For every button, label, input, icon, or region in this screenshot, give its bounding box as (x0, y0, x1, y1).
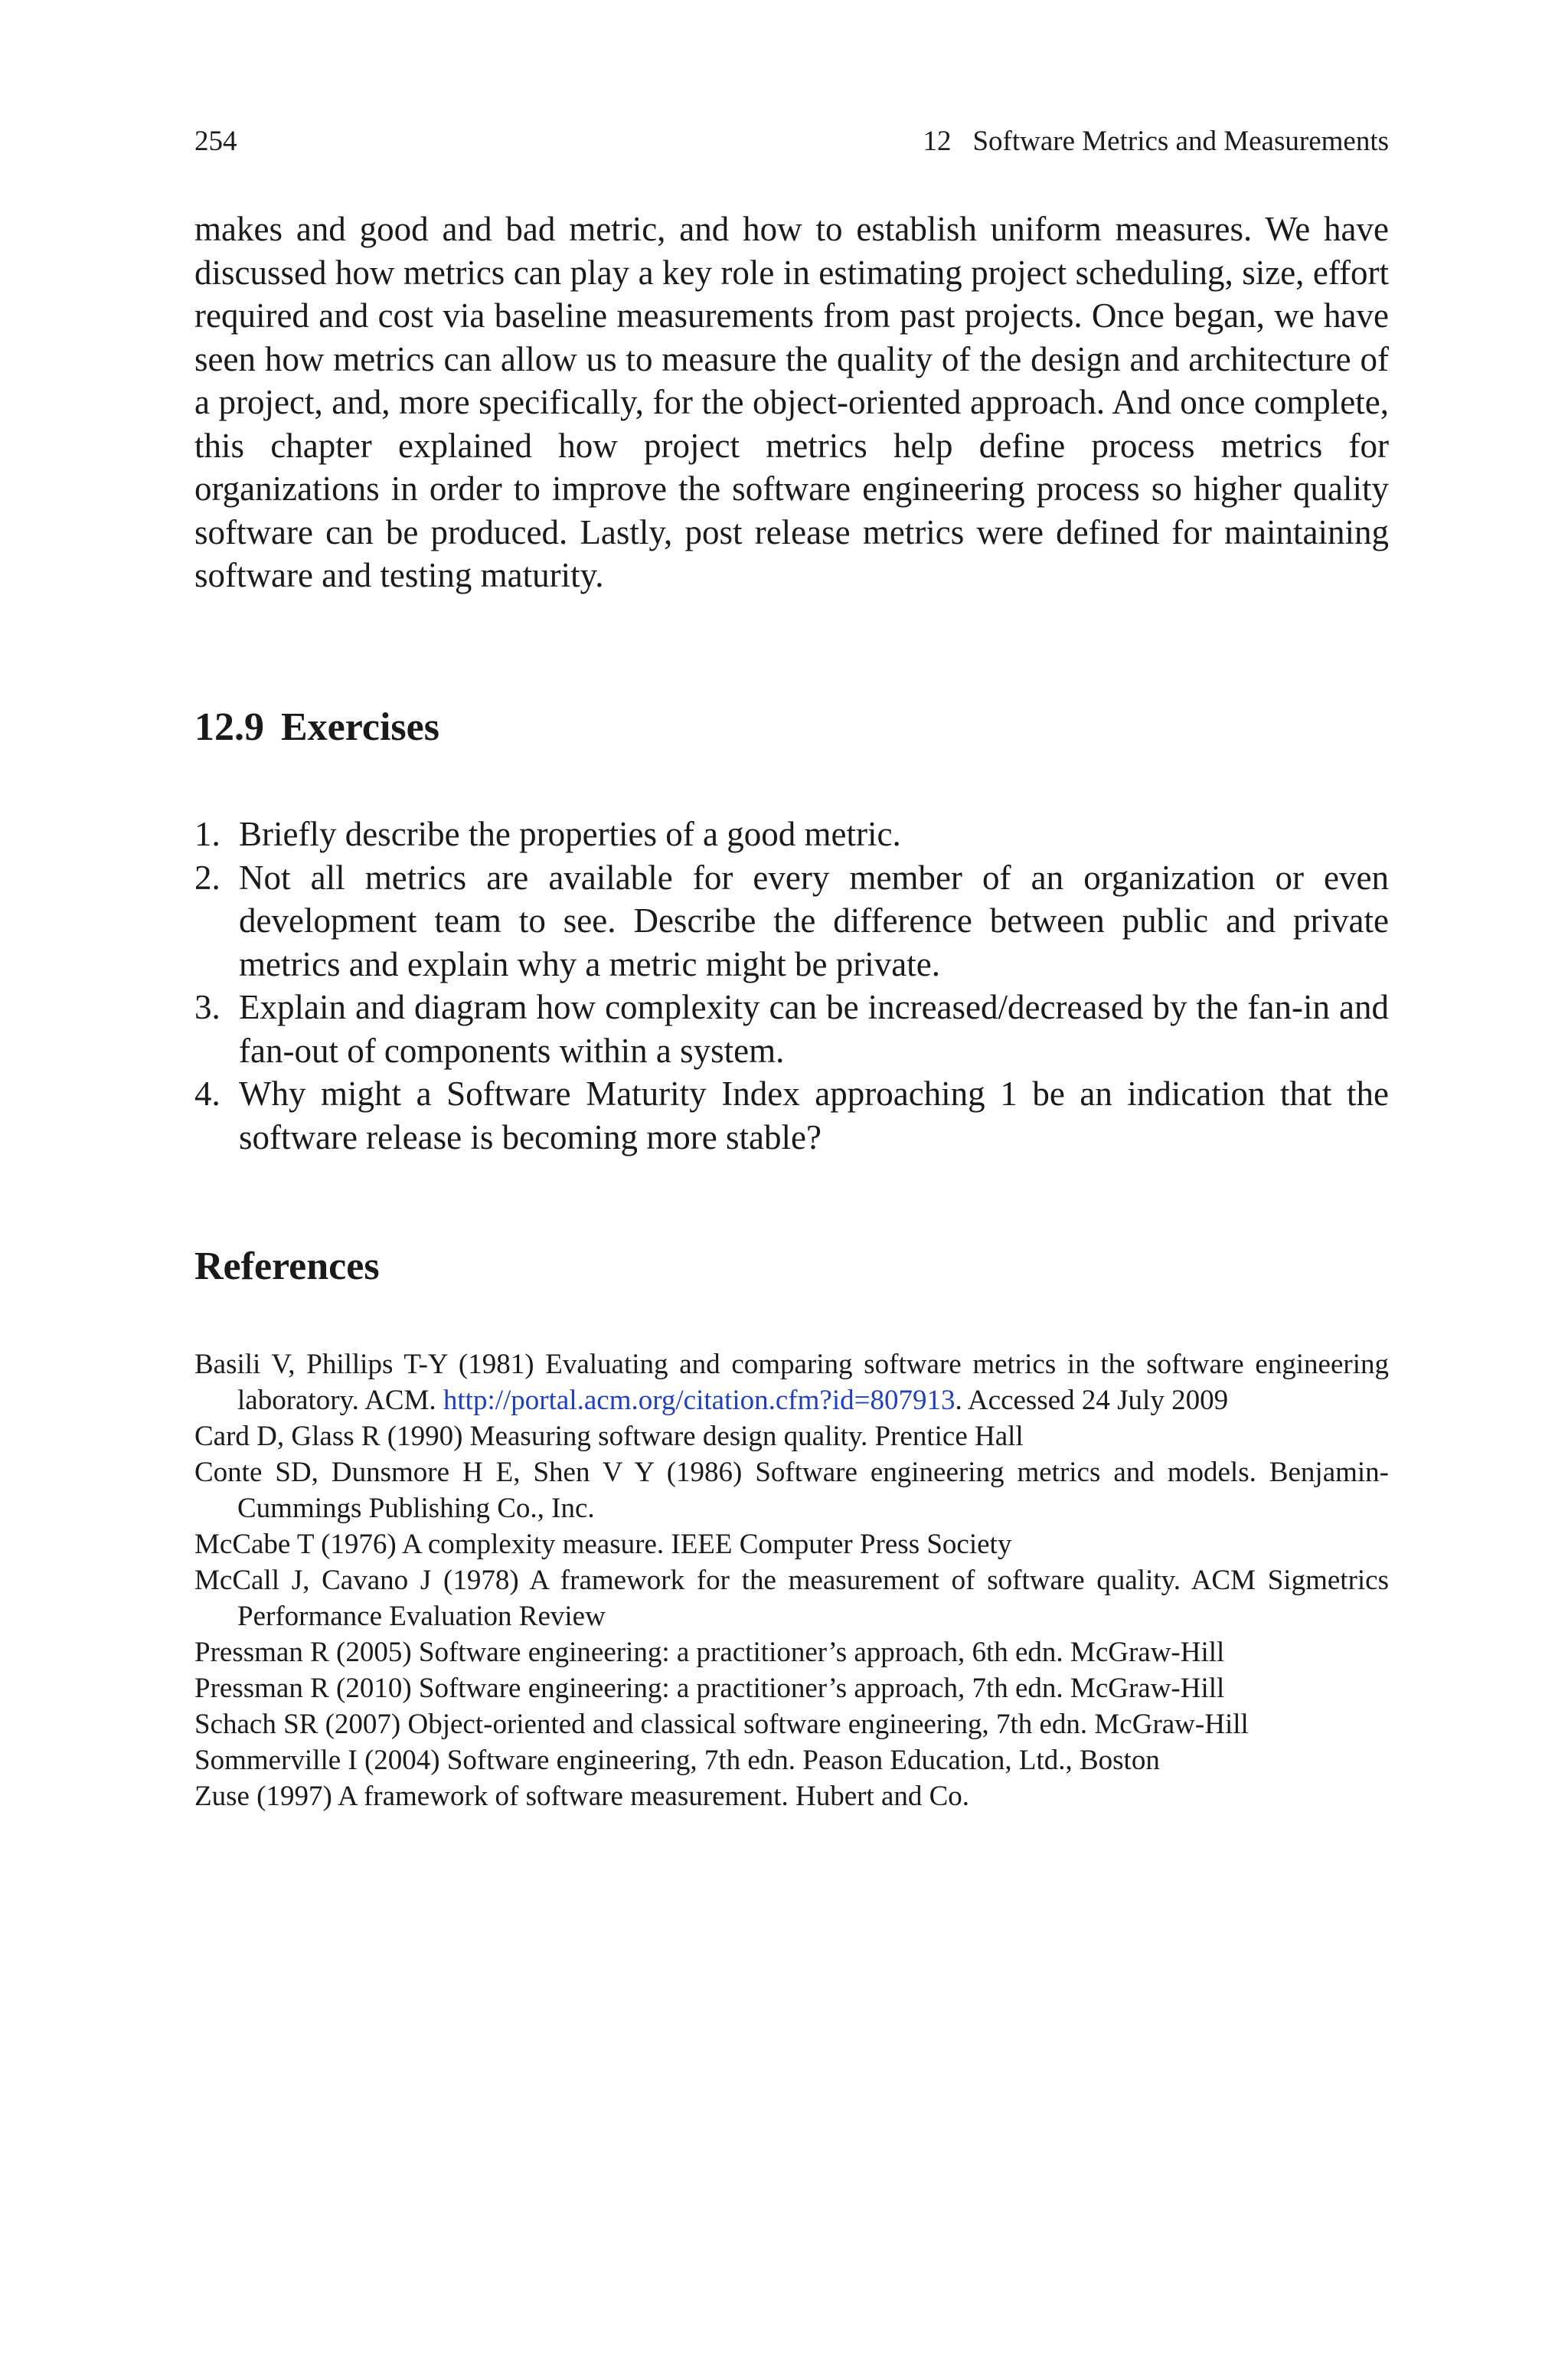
exercise-item (194, 986, 1389, 1072)
exercise-item (194, 856, 1389, 986)
intro-paragraph: makes and good and bad metric, and how to establish uniform measures. We have discussed how metrics can play a key role in estimating project scheduling, size, effort required and cost via baseline measurements from past projects. Once began, we have seen how metrics can allow us to measure the quality of the design and architecture of a project, and, more specifically, for the object-oriented approach. And once complete, this chapter explained how project metrics help define process metrics for organizations in order to improve the software engineering process so higher quality software can be produced. Lastly, post release metrics were defined for maintaining software and testing maturity. (194, 210, 1389, 594)
exercise-text: Why might a Software Maturity Index approaching 1 be an indication that the software release is becoming more stable? (239, 1075, 1389, 1156)
exercise-text: Not all metrics are available for every member of an organization or even development team to see. Describe the difference between public and private metrics and explain why a metric might be private. (239, 858, 1389, 983)
exercise-item (194, 1072, 1389, 1159)
reference-text: Pressman R (2005) Software engineering: a practitioner’s approach, 6th edn. McGraw-Hill (194, 1637, 1225, 1668)
exercise-number: 2. (194, 858, 220, 897)
reference-text: Zuse (1997) A framework of software measurement. Hubert and Co. (194, 1781, 970, 1812)
exercise-list (194, 813, 1389, 1159)
reference-text: Conte SD, Dunsmore H E, Shen V Y (1986) Software engineering metrics and models. Benjamin-Cummings Publishing Co., Inc. (194, 1457, 1389, 1524)
reference-text-tail: . Accessed 24 July 2009 (955, 1385, 1229, 1416)
reference-link[interactable]: http://portal.acm.org/citation.cfm?id=807913 (443, 1385, 956, 1416)
reference-item (194, 1562, 1389, 1634)
exercises-heading (194, 703, 439, 752)
reference-item (194, 1634, 1389, 1670)
reference-text: Schach SR (2007) Object-oriented and classical software engineering, 7th edn. McGraw-Hill (194, 1709, 1249, 1740)
reference-item (194, 1670, 1389, 1706)
reference-item (194, 1454, 1389, 1526)
page-number: 254 (194, 126, 237, 157)
running-chapter-title (923, 123, 1389, 161)
running-header (194, 123, 1389, 161)
reference-item (194, 1526, 1389, 1562)
reference-item (194, 1706, 1389, 1742)
chapter-title-text: Software Metrics and Measurements (972, 126, 1389, 157)
reference-text: Pressman R (2010) Software engineering: a practitioner’s approach, 7th edn. McGraw-Hill (194, 1673, 1225, 1704)
references-heading: References (194, 1245, 380, 1288)
reference-item (194, 1418, 1389, 1454)
reference-item (194, 1346, 1389, 1418)
chapter-number: 12 (923, 126, 952, 157)
reference-text: Basili V, Phillips T-Y (1981) Evaluating and comparing software metrics in the software engineering laboratory. ACM. (194, 1349, 1389, 1416)
exercise-text: Explain and diagram how complexity can be increased/decreased by the fan-in and fan-out of components within a system. (239, 988, 1389, 1070)
reference-text: McCabe T (1976) A complexity measure. IEEE Computer Press Society (194, 1529, 1012, 1560)
reference-text: Sommerville I (2004) Software engineering, 7th edn. Peason Education, Ltd., Boston (194, 1745, 1160, 1776)
exercise-item (194, 813, 1389, 856)
reference-text: McCall J, Cavano J (1978) A framework for the measurement of software quality. ACM Sigmetrics Performance Evaluation Review (194, 1565, 1389, 1632)
exercises-section-title: Exercises (281, 705, 439, 749)
exercise-number: 4. (194, 1075, 220, 1113)
exercise-text: Briefly describe the properties of a good metric. (239, 815, 901, 853)
reference-list (194, 1346, 1389, 1814)
exercise-number: 1. (194, 815, 220, 853)
exercise-number: 3. (194, 988, 220, 1026)
reference-item (194, 1742, 1389, 1778)
exercises-section-number: 12.9 (194, 705, 264, 749)
reference-item (194, 1778, 1389, 1814)
reference-text: Card D, Glass R (1990) Measuring software design quality. Prentice Hall (194, 1421, 1024, 1452)
